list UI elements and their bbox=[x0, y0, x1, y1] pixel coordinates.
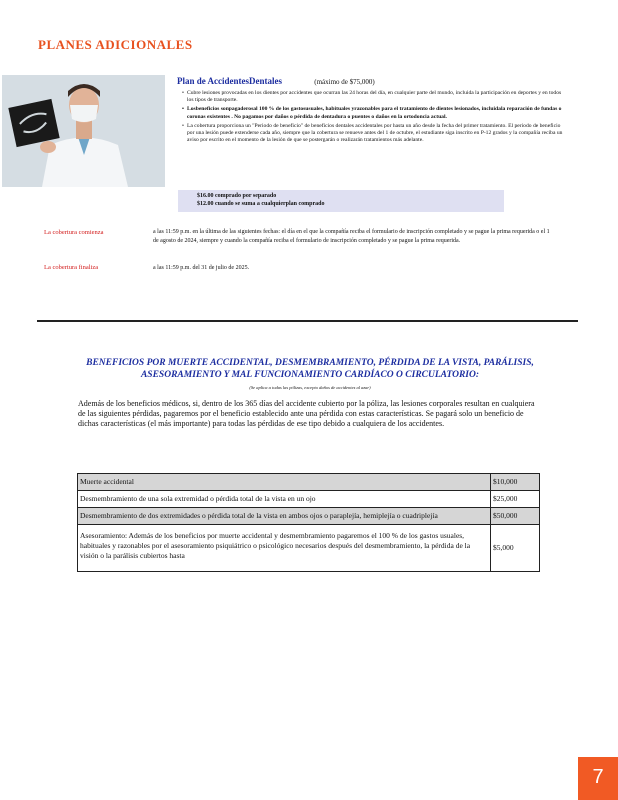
dentist-xray-photo bbox=[2, 75, 165, 187]
list-item: • Cubre lesiones provocadas en los dientes por accidentes que ocurran las 24 horas del día, en cualquier parte del mundo, incluida la participación en deportes y en todos los tipos de transporte. bbox=[187, 90, 567, 104]
table-row bbox=[78, 508, 540, 525]
table-row bbox=[78, 474, 540, 491]
benefit-amount: $10,000 bbox=[491, 474, 540, 491]
coverage-start-label: La cobertura comienza bbox=[44, 229, 104, 236]
benefit-desc: Asesoramiento: Además de los beneficios por muerte accidental y desmembramiento pagaremos el 100 % de los gastos usuales, habituales y razonables por el asesoramiento psiquiátrico o psicológico necesarios después del desmembramiento, la pérdida de la visión o la parálisis cubiertos hasta bbox=[78, 525, 491, 572]
dental-plan-heading bbox=[177, 76, 567, 86]
coverage-end-label: La cobertura finaliza bbox=[44, 264, 99, 271]
list-item: • Losbeneficios sonpagaderosal 100 % de los gastosusuales, habituales yrazonables para el tratamiento de dientes lesionados, incluidala reparación de fundas o coronas existentes . No pagamos por daños o pérdida de dentadura o puentes o daños en la ortodoncia actual. bbox=[187, 106, 567, 120]
price-added: $12.00 cuando se suma a cualquierplan comprado bbox=[197, 201, 325, 207]
benefits-heading: BENEFICIOS POR MUERTE ACCIDENTAL, DESMEMBRAMIENTO, PÉRDIDA DE LA VISTA, PARÁLISIS, ASESORAMIENTO Y MAL FUNCIONAMIENTO CARDÍACO O CIRCULATORIO: bbox=[86, 358, 534, 380]
table-row bbox=[78, 525, 540, 572]
benefits-subheading: (Se aplica a todas las pólizas, excepto daños de accidentes al azar) bbox=[249, 385, 371, 390]
coverage-start-text: a las 11:59 p.m. en la última de las siguientes fechas: el día en el que la compañía reciba el formulario de inscripción completado y se pague la prima requerida o el 1 de agosto de 2024, siempre y cuando la compañía reciba el formulario de inscripción completado y se pague la prima requerida. bbox=[153, 229, 550, 244]
benefit-amount: $25,000 bbox=[491, 491, 540, 508]
table-row bbox=[78, 491, 540, 508]
list-item: • La cobertura proporciona un "Periodo de beneficio" de beneficios dentales accidentales por hasta un año desde la fecha del primer tratamiento. El periodo de beneficio por una lesión puede extenderse cada año, siempre que la cobertura se renueve antes del 1 de octubre, el estudiante siga inscrito en P-12 grados y la compañía reciba un aviso por escrito en el momento de la lesión de que se postergarán o realizarán tratamientos más adelante. bbox=[187, 123, 567, 145]
benefits-table bbox=[77, 473, 540, 572]
benefit-amount: $50,000 bbox=[491, 508, 540, 525]
dental-plan-title: Plan de AccidentesDentales bbox=[177, 76, 282, 86]
benefit-amount: $5,000 bbox=[491, 525, 540, 572]
benefits-intro: Además de los beneficios médicos, si, dentro de los 365 días del accidente cubierto por la póliza, las lesiones corporales resultan en cualquiera de las siguientes pérdidas, pagaremos por el beneficio establecido ante una pérdida con estas características. Se pagará solo un beneficio de dichas características (el más importante) para todas las pérdidas de ese tipo debido a cualquiera de los accidentes. bbox=[78, 399, 535, 428]
dental-plan-block bbox=[177, 76, 567, 146]
dental-plan-max: (máximo de $75,000) bbox=[314, 78, 375, 86]
benefit-desc: Desmembramiento de dos extremidades o pérdida total de la vista en ambos ojos o paraplejía, hemiplejía o cuadriplejía bbox=[78, 508, 491, 525]
price-separate: $16.00 comprado por separado bbox=[197, 193, 277, 199]
divider bbox=[37, 320, 578, 322]
coverage-end-text: a las 11:59 p.m. del 31 de julio de 2025. bbox=[153, 265, 250, 271]
dental-plan-bullets bbox=[177, 90, 567, 144]
dental-plan-price-box bbox=[178, 190, 504, 212]
benefit-desc: Muerte accidental bbox=[78, 474, 491, 491]
benefit-desc: Desmembramiento de una sola extremidad o pérdida total de la vista en un ojo bbox=[78, 491, 491, 508]
section-title: PLANES ADICIONALES bbox=[38, 37, 193, 52]
page-number-badge: 7 bbox=[578, 757, 618, 800]
